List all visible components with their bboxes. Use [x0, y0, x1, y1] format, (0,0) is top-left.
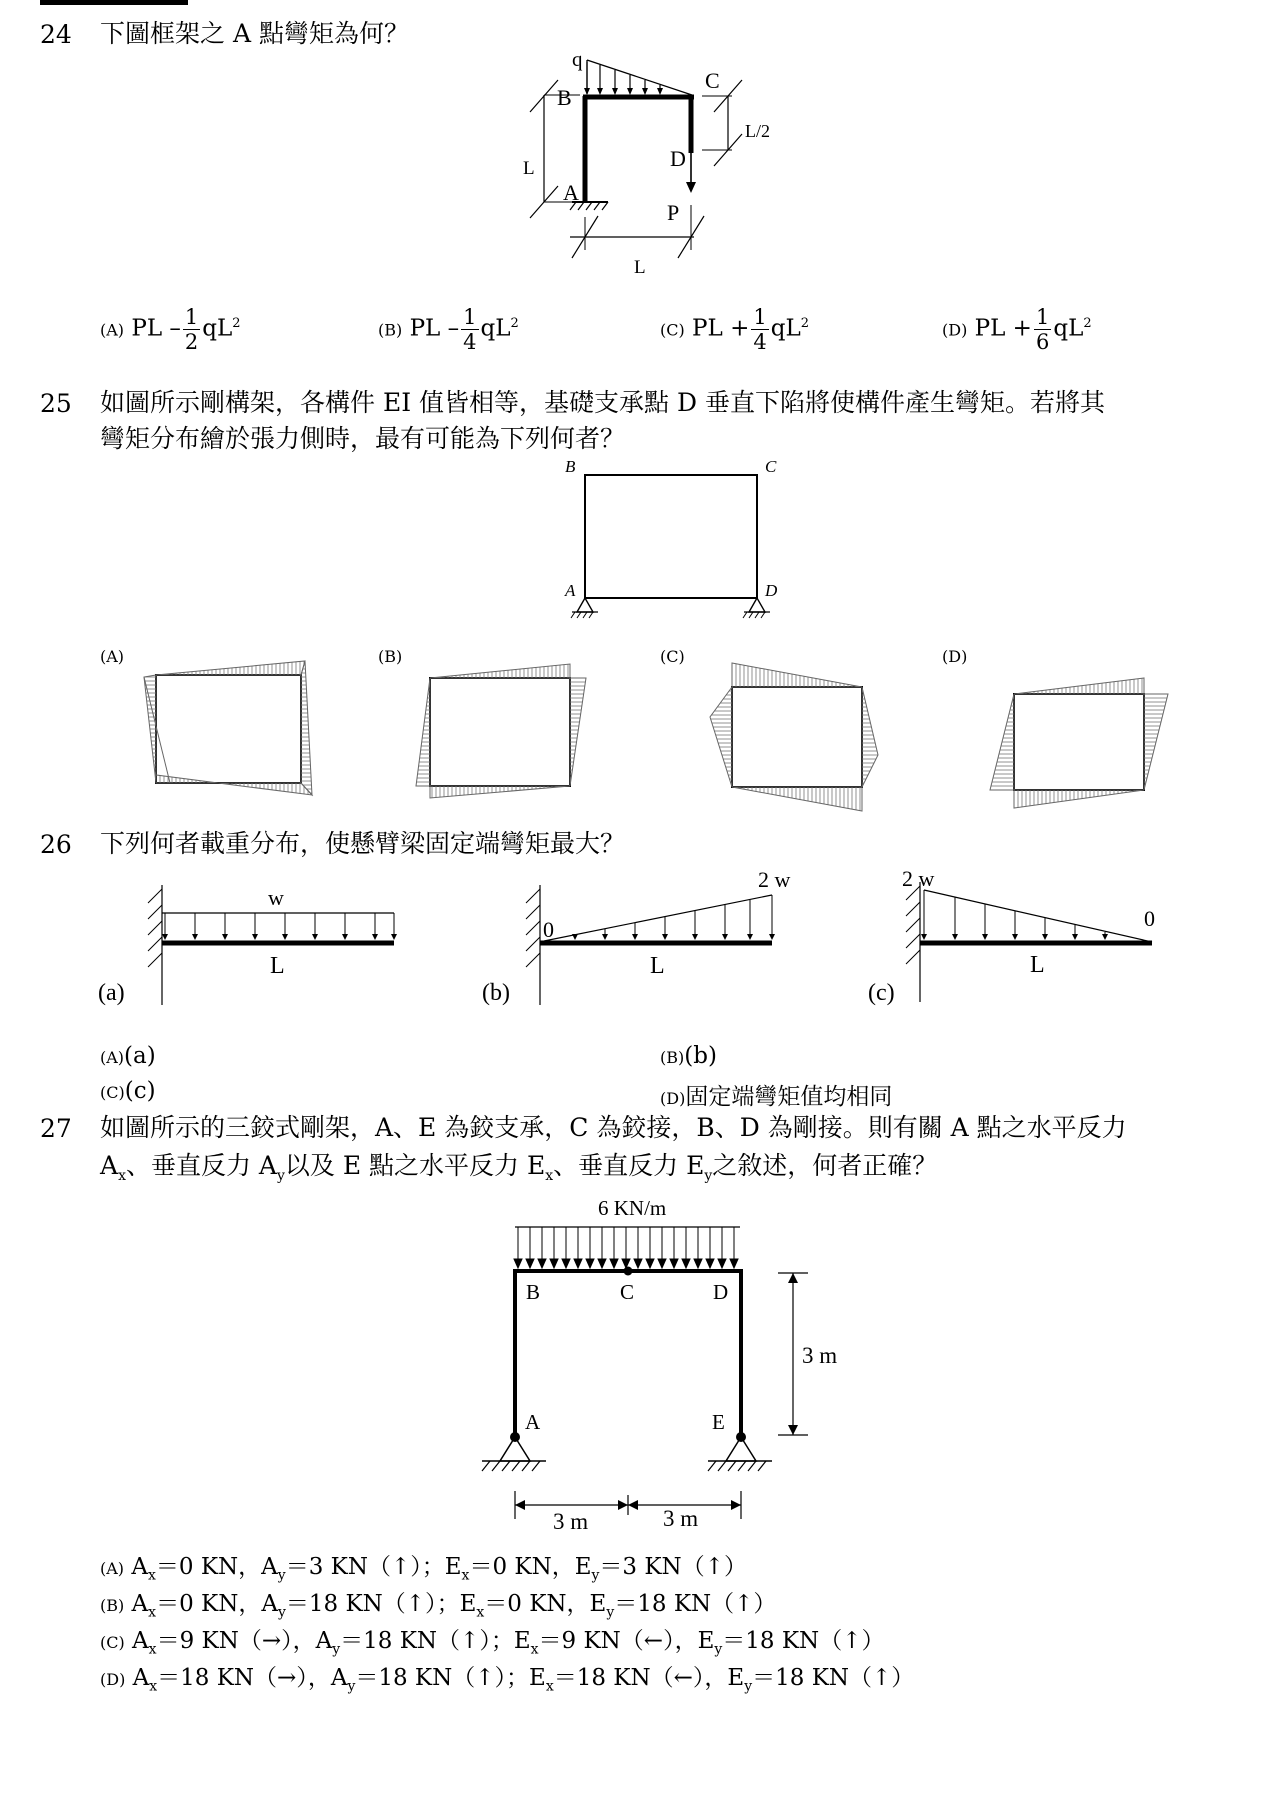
q25-option-a-diagram[interactable]: [130, 655, 330, 805]
q27-dim-span2: 3 m: [663, 1506, 699, 1531]
q27-option-a[interactable]: (A) $A_x=0$ KN，$A_y=3$ KN（↑）；$E_x=0$ KN，$E_y=3$ KN（↑）: [100, 1554, 747, 1584]
q24-option-d[interactable]: [942, 305, 1092, 354]
load-arrowhead: [586, 1259, 594, 1268]
load-arrowhead: [562, 1259, 570, 1268]
q27-label-D: D: [713, 1280, 729, 1304]
q26a-load: w: [268, 885, 284, 910]
exponent: 2: [510, 315, 519, 331]
load-arrowhead: [670, 1259, 678, 1268]
q26c-zero: 0: [1144, 906, 1155, 931]
load-arrowhead: [538, 1259, 546, 1268]
q27-option-d[interactable]: (D) $A_x=18$ KN（→），$A_y=18$ KN（↑）；$E_x=18$ KN（←），$E_y=18$ KN（↑）: [100, 1665, 915, 1695]
q25-option-b-diagram[interactable]: [410, 660, 600, 805]
q25-frame-figure: [555, 455, 795, 630]
q26b-tag: (b): [482, 980, 510, 1006]
q27-load-label: 6 KN/m: [598, 1196, 667, 1220]
q26-option-a[interactable]: [100, 1043, 156, 1069]
option-prefix: PL +: [692, 315, 750, 342]
q26-beam-a: [90, 875, 420, 1015]
q25-option-a-label[interactable]: (A): [100, 647, 125, 666]
q25-label-A: A: [565, 581, 576, 600]
option-prefix: PL –: [131, 315, 181, 342]
q26c-length: L: [1030, 952, 1045, 978]
q25-line1: 如圖所示剛構架，各構件 EI 值皆相等，基礎支承點 D 垂直下陷將使構件產生彎矩。若將其: [100, 388, 1105, 417]
q24-option-b[interactable]: [378, 305, 519, 354]
q24-dim-L-half: L/2: [745, 121, 770, 141]
option-label: (B): [378, 320, 403, 340]
q25-option-d-diagram[interactable]: [968, 668, 1178, 828]
option-suffix: qL: [1053, 315, 1084, 342]
q24-option-c[interactable]: [660, 305, 809, 354]
q26-number: 26: [40, 830, 72, 859]
q26b-length: L: [650, 953, 665, 979]
q27-dim-height: 3 m: [802, 1343, 838, 1368]
option-text: (b): [684, 1043, 717, 1069]
q25-label-D: D: [765, 581, 778, 600]
load-arrowhead: [574, 1259, 582, 1268]
q26b-zero: 0: [543, 917, 554, 942]
q27-option-b[interactable]: (B) $A_x=0$ KN，$A_y=18$ KN（↑）；$E_x=0$ KN，$E_y=18$ KN（↑）: [100, 1591, 777, 1621]
option-label: (C): [100, 1083, 125, 1102]
q24-dim-L-left: L: [523, 158, 535, 179]
q24-label-P: P: [667, 200, 680, 225]
q25-option-c-diagram[interactable]: [690, 645, 890, 825]
load-arrowhead: [514, 1259, 522, 1268]
q24-text: 下圖框架之 A 點彎矩為何？: [100, 19, 409, 48]
q24-frame-figure: [500, 50, 820, 310]
option-label: (A): [100, 320, 125, 340]
q25-option-d-label[interactable]: (D): [942, 647, 968, 666]
option-label: (D): [660, 1089, 686, 1108]
load-arrowhead: [682, 1259, 690, 1268]
load-arrowhead: [610, 1259, 618, 1268]
q25-line2: 彎矩分布繪於張力側時，最有可能為下列何者？: [100, 424, 626, 453]
option-label: (C): [660, 320, 685, 340]
option-suffix: qL: [770, 315, 801, 342]
option-text: (c): [124, 1078, 156, 1104]
q27-label-A: A: [525, 1410, 541, 1434]
q24-dim-L-bottom: L: [634, 257, 646, 278]
option-label: (B): [660, 1048, 685, 1067]
q24-number: 24: [40, 20, 72, 49]
q26a-length: L: [270, 953, 285, 979]
option-text: 固定端彎矩值均相同: [685, 1084, 893, 1110]
load-arrowhead: [634, 1259, 642, 1268]
load-arrowhead: [526, 1259, 534, 1268]
q27-line1: 如圖所示的三鉸式剛架，A、E 為鉸支承，C 為鉸接，B、D 為剛接。則有關 A 點之水平反力: [100, 1113, 1127, 1142]
option-prefix: PL +: [974, 315, 1032, 342]
q27-label-E: E: [712, 1410, 725, 1434]
q26-beam-c: [860, 862, 1190, 1012]
exponent: 2: [800, 315, 810, 331]
q26b-load: 2 w: [758, 867, 791, 892]
load-arrowhead: [550, 1259, 558, 1268]
fraction: $\frac{1}{6}$: [1035, 305, 1050, 354]
fraction: $\frac{1}{4}$: [753, 305, 767, 354]
exponent: 2: [1083, 315, 1092, 331]
option-label: (D): [942, 320, 968, 340]
option-prefix: PL –: [409, 315, 460, 342]
q25-number: 25: [40, 389, 72, 418]
q27-label-B: B: [526, 1280, 541, 1304]
load-arrowhead: [730, 1259, 738, 1268]
load-arrowhead: [706, 1259, 714, 1268]
option-suffix: qL: [480, 315, 511, 342]
q24-label-C: C: [705, 68, 720, 93]
q26-option-b[interactable]: [660, 1043, 717, 1069]
q25-label-B: B: [565, 457, 576, 476]
q27-frame-figure: [460, 1185, 860, 1540]
q24-label-D: D: [670, 146, 686, 171]
load-arrowhead: [658, 1259, 666, 1268]
q25-option-c-label[interactable]: (C): [660, 647, 685, 666]
q26-text: 下列何者載重分布，使懸臂梁固定端彎矩最大？: [100, 829, 626, 858]
q27-label-C: C: [620, 1280, 635, 1304]
fraction: $\frac{1}{4}$: [463, 305, 477, 354]
option-label: (A): [100, 1048, 125, 1067]
load-arrowhead: [598, 1259, 606, 1268]
q26c-tag: (c): [868, 980, 895, 1006]
load-arrowhead: [694, 1259, 702, 1268]
q26-option-d[interactable]: [660, 1078, 892, 1111]
q27-dim-span1: 3 m: [553, 1509, 589, 1534]
load-arrowhead: [718, 1259, 726, 1268]
q25-option-b-label[interactable]: (B): [378, 647, 403, 666]
q25-label-C: C: [765, 457, 777, 476]
option-text: (a): [124, 1043, 156, 1069]
q27-line2: $A_x$、垂直反力 $A_y$以及 E 點之水平反力 $E_x$、垂直反力 $E_y$之敘述，何者正確？: [100, 1151, 938, 1184]
option-suffix: qL: [202, 315, 233, 342]
exponent: 2: [232, 315, 241, 331]
q27-option-c[interactable]: (C) $A_x=9$ KN（→），$A_y=18$ KN（↑）；$E_x=9$ KN（←），$E_y=18$ KN（↑）: [100, 1628, 885, 1658]
q24-option-a[interactable]: [100, 305, 241, 354]
q27-number: 27: [40, 1114, 72, 1143]
load-arrowhead: [646, 1259, 654, 1268]
fraction: $\frac{1}{2}$: [184, 305, 199, 354]
q26-option-c[interactable]: [100, 1078, 156, 1104]
q26-beam-b: [480, 865, 810, 1015]
q24-label-q: q: [572, 50, 583, 71]
header-rule: [40, 0, 188, 5]
q24-label-B: B: [557, 85, 572, 110]
q26c-load: 2 w: [902, 866, 935, 891]
q24-label-A: A: [563, 180, 579, 205]
q26a-tag: (a): [98, 980, 125, 1006]
